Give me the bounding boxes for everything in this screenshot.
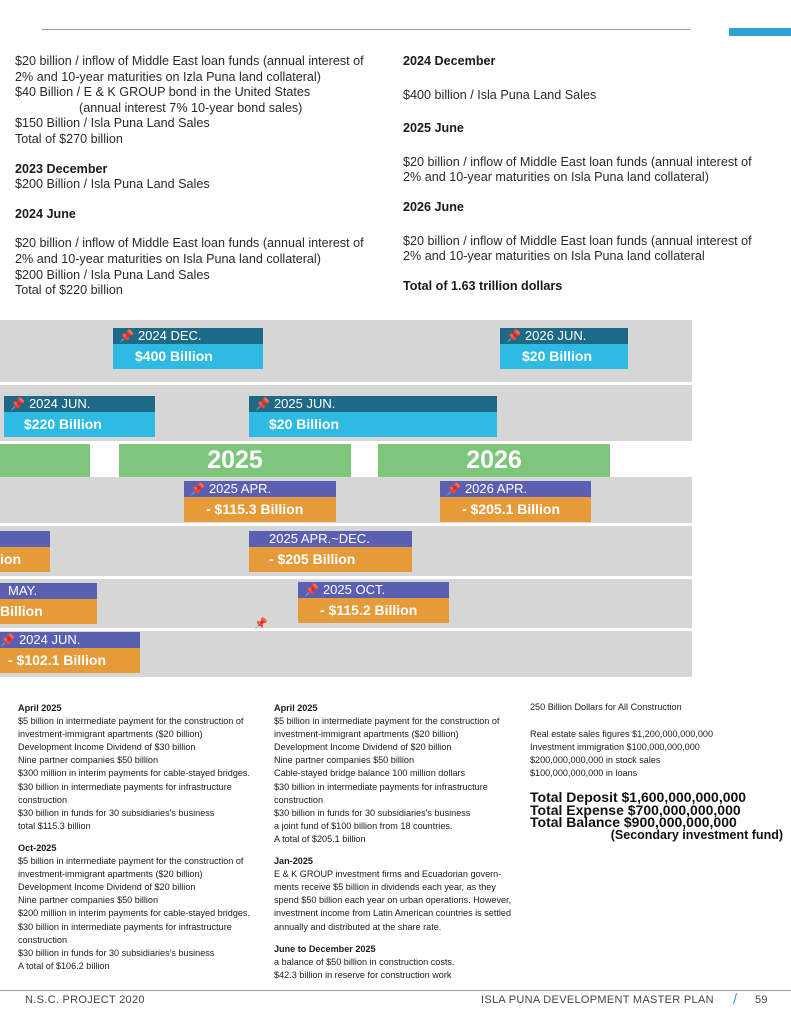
card-date: 2024 DEC.	[137, 328, 202, 343]
text-line: $30 billion in funds for 30 subsidiaries's business	[18, 947, 215, 958]
income-card	[500, 328, 628, 369]
pin-icon: 📌	[10, 397, 25, 411]
text-line: $5 billion in intermediate payment for the construction of	[274, 716, 500, 727]
text-line: annually and distributed at the share rate.	[274, 921, 442, 932]
text-line: ments receive $5 billion in dividends each year, as they	[274, 882, 496, 893]
expense-card	[0, 531, 50, 572]
pin-icon: 📌	[0, 633, 15, 647]
expense-card	[298, 582, 449, 623]
page-number: 59	[755, 994, 768, 1006]
section-heading: Oct-2025	[18, 842, 57, 853]
text-line: Cable-stayed bridge balance 100 million dollars	[274, 768, 466, 779]
income-card	[249, 396, 497, 437]
text-line: 2% and 10-year maturities on Isla Puna land collateral)	[15, 251, 321, 266]
text-line: investment-immigrant apartments ($20 billion)	[18, 729, 203, 740]
card-date	[0, 531, 50, 547]
text-line: $5 billion in intermediate payment for the construction of	[18, 856, 244, 867]
total-expense: Total Expense $700,000,000,000	[530, 801, 741, 818]
card-date: 2025 OCT.	[322, 582, 386, 597]
text-line: (annual interest 7% 10-year bond sales)	[79, 100, 303, 115]
section-heading: 2024 December	[403, 54, 496, 68]
text-line: $30 billion in intermediate payments for infrastructure	[18, 921, 232, 932]
card-date: 2026 APR.	[464, 481, 528, 496]
card-value: - $205.1 Billion	[440, 497, 591, 522]
text-line: 2% and 10-year maturities on Izla Puna land collateral)	[15, 69, 321, 84]
text-line: Investment immigration $100,000,000,000	[530, 742, 700, 753]
section-heading: 2023 December	[15, 161, 108, 176]
text-line: Development Income Dividend of $20 billion	[18, 882, 196, 893]
card-value: $20 Billion	[500, 344, 628, 369]
card-value: - $115.2 Billion	[298, 598, 449, 623]
details-column-3	[530, 701, 785, 780]
pin-icon: 📌	[304, 583, 319, 597]
section-heading: Jan-2025	[274, 856, 313, 867]
text-line: E & K GROUP investment firms and Ecuadorian govern-	[274, 869, 502, 880]
text-line: $400 billion / Isla Puna Land Sales	[403, 87, 597, 102]
card-value: $220 Billion	[4, 412, 155, 437]
text-line: Nine partner companies $50 billion	[18, 755, 159, 766]
text-line: 2% and 10-year maturities on Isla Puna land collateral	[403, 249, 705, 264]
text-line: $42.3 billion in reserve for construction work	[274, 969, 452, 980]
text-line: $200,000,000,000 in stock sales	[530, 755, 661, 766]
top-accent-bar	[729, 28, 791, 36]
top-left-column	[15, 54, 395, 299]
text-line: construction	[18, 794, 68, 805]
text-line: 2% and 10-year maturities on Isla Puna land collateral)	[403, 170, 709, 185]
text-line: $100,000,000,000 in loans	[530, 768, 638, 779]
text-line: $20 billion / inflow of Middle East loan funds (annual interest of	[403, 233, 752, 248]
text-line: Nine partner companies $50 billion	[18, 895, 159, 906]
text-line: construction	[274, 794, 324, 805]
year-bar-segment	[0, 444, 90, 477]
section-heading: June to December 2025	[274, 943, 376, 954]
text-line: $20 billion / inflow of Middle East loan funds (annual interest of	[403, 154, 752, 169]
footer-divider	[0, 990, 791, 991]
total-deposit: Total Deposit $1,600,000,000,000	[530, 789, 747, 805]
text-line: $200 Billion / Isla Puna Land Sales	[15, 177, 210, 192]
details-column-2	[274, 702, 524, 982]
text-line: 250 Billion Dollars for All Construction	[530, 702, 682, 712]
text-line: total $115.3 billion	[18, 820, 91, 831]
grand-total: Total of 1.63 trillion dollars	[403, 278, 563, 293]
text-line: $30 billion in funds for 30 subsidiaries's business	[274, 807, 471, 818]
text-line: $30 billion in intermediate payments for infrastructure	[18, 781, 232, 792]
text-line: $20 billion / inflow of Middle East loan funds (annual interest of	[15, 54, 364, 68]
text-line: $20 billion / inflow of Middle East loan funds (annual interest of	[15, 236, 364, 251]
pin-icon: 📌	[190, 482, 205, 496]
income-card	[113, 328, 263, 369]
card-date: 2024 JUN.	[28, 396, 91, 411]
text-line: Development Income Dividend of $20 billion	[274, 742, 452, 753]
section-heading: April 2025	[274, 703, 318, 713]
card-value: - $205 Billion	[249, 547, 412, 572]
text-line: Total of $220 billion	[15, 283, 123, 298]
text-line: A total of $106.2 billion	[18, 960, 110, 971]
text-line: spend $50 billion each year on urban operations. However,	[274, 895, 512, 906]
fund-note: (Secondary investment fund)	[610, 827, 783, 842]
card-date: 2026 JUN.	[524, 328, 587, 343]
pin-icon: 📌	[254, 618, 268, 630]
text-line: Real estate sales figures $1,200,000,000,000	[530, 729, 714, 740]
expense-card	[0, 632, 140, 673]
total-balance: Total Balance $900,000,000,000	[530, 814, 737, 830]
text-line: $300 million in interim payments for cable-stayed bridges.	[18, 768, 251, 779]
top-divider	[42, 29, 690, 30]
income-card	[4, 396, 155, 437]
section-heading: 2026 June	[403, 199, 464, 214]
text-line: investment income from Latin American countries is settled	[274, 908, 512, 919]
text-line: construction	[18, 934, 68, 945]
card-value: $20 Billion	[249, 412, 497, 437]
section-heading: 2024 June	[15, 206, 76, 221]
expense-card	[249, 531, 412, 572]
card-date: 2025 JUN.	[273, 396, 336, 411]
footer-project-name: N.S.C. PROJECT 2020	[25, 994, 145, 1006]
text-line: Total of $270 billion	[15, 131, 123, 146]
pin-icon: 📌	[506, 329, 521, 343]
card-value: Billion	[0, 599, 97, 624]
pin-icon: 📌	[255, 397, 270, 411]
section-heading: April 2025	[18, 703, 62, 713]
text-line: $30 billion in intermediate payments for infrastructure	[274, 781, 488, 792]
text-line: a joint fund of $100 billion from 18 countries.	[274, 820, 453, 831]
card-date: 2025 APR.~DEC.	[249, 531, 412, 547]
section-heading: 2025 June	[403, 121, 464, 136]
text-line: $150 Billion / Isla Puna Land Sales	[15, 116, 210, 131]
details-column-1	[18, 702, 268, 973]
year-label: 2026	[466, 446, 522, 474]
card-value: - $115.3 Billion	[184, 497, 336, 522]
year-bar-2026	[378, 444, 610, 477]
text-line: $40 Billion / E & K GROUP bond in the United States	[15, 85, 311, 100]
expense-card	[440, 481, 591, 522]
text-line: $200 million in interim payments for cable-stayed bridges.	[18, 908, 251, 919]
year-label: 2025	[207, 446, 263, 474]
text-line: investment-immigrant apartments ($20 billion)	[18, 869, 203, 880]
year-bar-2025	[119, 444, 351, 477]
text-line: Nine partner companies $50 billion	[274, 755, 415, 766]
card-date: 2025 APR.	[208, 481, 272, 496]
card-value: - $102.1 Billion	[0, 648, 140, 673]
expense-card	[184, 481, 336, 522]
card-date: MAY.	[0, 583, 97, 599]
pin-icon: 📌	[446, 482, 461, 496]
text-line: $5 billion in intermediate payment for the construction of	[18, 716, 244, 727]
pin-icon: 📌	[119, 329, 134, 343]
text-line: Development Income Dividend of $30 billion	[18, 742, 196, 753]
footer-document-title: ISLA PUNA DEVELOPMENT MASTER PLAN	[481, 994, 714, 1006]
card-value: ion	[0, 547, 50, 572]
text-line: $30 billion in funds for 30 subsidiaries's business	[18, 807, 215, 818]
card-date: 2024 JUN.	[18, 632, 81, 647]
totals-block	[530, 791, 785, 841]
text-line: A total of $205.1 billion	[274, 833, 366, 844]
expense-card	[0, 583, 97, 624]
text-line: investment-immigrant apartments ($20 billion)	[274, 729, 459, 740]
card-value: $400 Billion	[113, 344, 263, 369]
footer-separator: /	[733, 991, 738, 1008]
text-line: a balance of $50 billion in construction costs.	[274, 956, 455, 967]
text-line: $200 Billion / Isla Puna Land Sales	[15, 267, 210, 282]
top-right-column	[403, 54, 783, 294]
